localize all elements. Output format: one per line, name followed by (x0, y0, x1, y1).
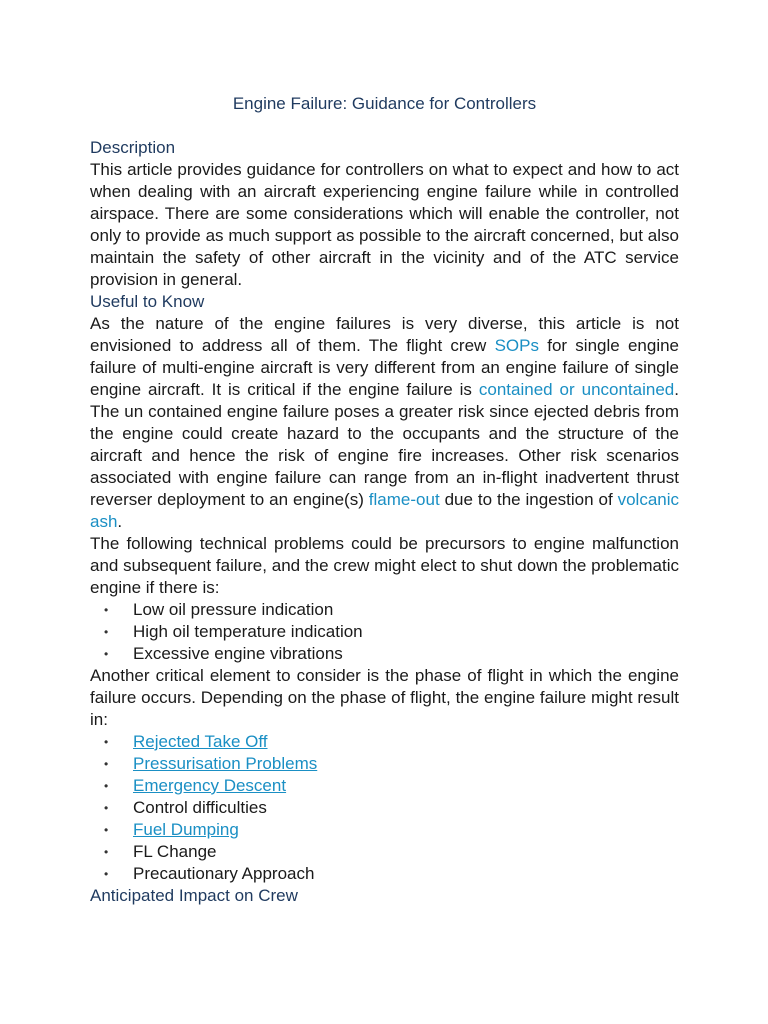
list-item (90, 775, 679, 797)
sops-link[interactable]: SOPs (494, 336, 539, 355)
list-item (90, 841, 679, 863)
list-item (90, 621, 679, 643)
useful-paragraph-2: The following technical problems could be precursors to engine malfunction and subsequent failure, and the crew might elect to shut down the problematic engine if there is: (90, 534, 679, 597)
consequence-list (90, 731, 679, 885)
useful-to-know-heading: Useful to Know (90, 292, 205, 311)
useful-paragraph-3: Another critical element to consider is the phase of flight in which the engine failure occurs. Depending on the phase of flight, the engine failure might result in: (90, 666, 679, 729)
page-title: Engine Failure: Guidance for Controllers (232, 94, 537, 113)
bullet-icon: • (104, 867, 109, 881)
list-item (90, 819, 679, 841)
list-item (90, 753, 679, 775)
useful-p1-part-b: for single engine failure of multi-engine aircraft is very different from an engine failure of single engine aircraft. It is critical if the engine failure is (90, 336, 680, 399)
precursor-list (90, 599, 679, 665)
bullet-icon: • (104, 845, 109, 859)
list-item-text: FL Change (133, 842, 217, 861)
bullet-icon: • (104, 757, 109, 771)
list-item (90, 599, 679, 621)
list-item-text: Excessive engine vibrations (133, 644, 343, 663)
bullet-icon: • (104, 735, 109, 749)
bullet-icon: • (104, 625, 109, 639)
bullet-icon: • (104, 647, 109, 661)
description-heading: Description (90, 138, 176, 157)
useful-p1-part-d: due to the ingestion of (439, 490, 618, 509)
fuel-dumping-link[interactable]: Fuel Dumping (133, 820, 239, 839)
description-text: This article provides guidance for controllers on what to expect and how to act when dealing with an aircraft experiencing engine failure while in controlled airspace. There are some considerations which will enable the controller, not only to provide as much support as possible to the aircraft concerned, but also maintain the safety of other aircraft in the vicinity and of the ATC service provision in general. (90, 160, 679, 289)
list-item-text: High oil temperature indication (133, 622, 363, 641)
bullet-icon: • (104, 823, 109, 837)
contained-uncontained-link[interactable]: contained or uncontained (478, 380, 675, 399)
document-page (90, 93, 679, 907)
list-item-text: Low oil pressure indication (133, 600, 334, 619)
rejected-take-off-link[interactable]: Rejected Take Off (133, 732, 268, 751)
list-item-text: Precautionary Approach (133, 864, 315, 883)
pressurisation-problems-link[interactable]: Pressurisation Problems (133, 754, 318, 773)
flame-out-link[interactable]: flame-out (368, 490, 440, 509)
list-item (90, 731, 679, 753)
list-item (90, 643, 679, 665)
list-item (90, 797, 679, 819)
useful-p1-part-c: . The un contained engine failure poses a greater risk since ejected debris from the engine could create hazard to the occupants and the structure of the aircraft and hence the risk of engine fire increases. Other risk scenarios associated with engine failure can range from an in-flight inadvertent thrust reverser deployment to an engine(s) (90, 380, 679, 509)
list-item-text: Control difficulties (133, 798, 267, 817)
useful-paragraph-1 (90, 313, 679, 533)
useful-p1-part-a: As the nature of the engine failures is very diverse, this article is not envisioned to address all of them. The flight crew (90, 314, 679, 355)
bullet-icon: • (104, 779, 109, 793)
anticipated-impact-heading: Anticipated Impact on Crew (90, 886, 298, 905)
emergency-descent-link[interactable]: Emergency Descent (133, 776, 287, 795)
bullet-icon: • (104, 801, 109, 815)
list-item (90, 863, 679, 885)
useful-p1-part-e: . (117, 512, 123, 531)
bullet-icon: • (104, 603, 109, 617)
volcanic-ash-link[interactable]: volcanic ash (90, 490, 680, 531)
